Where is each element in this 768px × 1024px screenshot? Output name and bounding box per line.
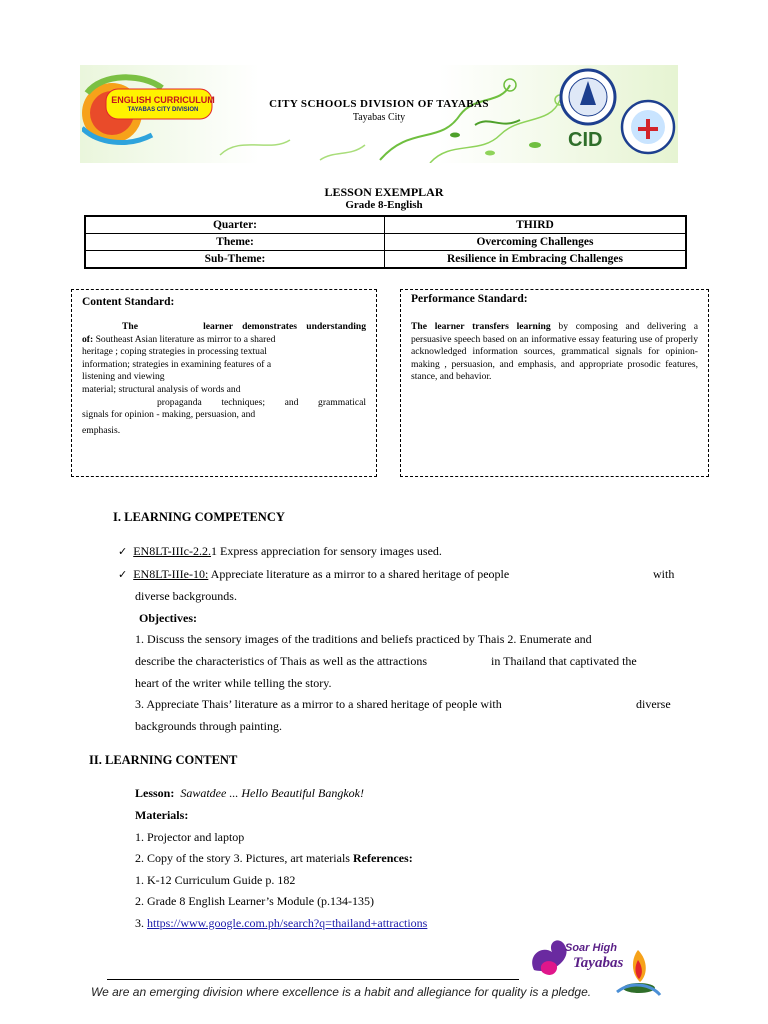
content-standard-line: propaganda techniques; and grammatical xyxy=(157,396,366,408)
learning-competency-heading: I. LEARNING COMPETENCY xyxy=(113,510,285,524)
reference-item: 3. https://www.google.com.ph/search?q=thailand+attractions xyxy=(135,916,428,930)
content-standard-line: listening and viewing xyxy=(82,371,165,383)
content-standard-heading: Content Standard: xyxy=(82,296,175,308)
objective-line: 1. Discuss the sensory images of the traditions and beliefs practiced by Thais 2. Enumerate and xyxy=(135,632,592,646)
objectives-heading: Objectives: xyxy=(139,611,197,625)
reference-link[interactable]: https://www.google.com.ph/search?q=thailand+attractions xyxy=(147,916,428,930)
table-value: Resilience in Embracing Challenges xyxy=(385,251,687,269)
learning-content-heading: II. LEARNING CONTENT xyxy=(89,753,238,767)
material-item: 2. Copy of the story 3. Pictures, art materials References: xyxy=(135,851,413,865)
competency-text-tail: with xyxy=(653,567,675,581)
competency-code: EN8LT-IIIc-2.2. xyxy=(133,544,211,558)
performance-standard-lead: The learner transfers learning xyxy=(411,321,551,332)
footer-divider xyxy=(107,979,519,980)
content-standard-line: heritage ; coping strategies in processing textual xyxy=(82,346,267,358)
reference-item: 1. K-12 Curriculum Guide p. 182 xyxy=(135,873,296,887)
checkmark-icon: ✓ xyxy=(118,545,128,558)
division-name: CITY SCHOOLS DIVISION OF TAYABAS xyxy=(269,98,489,110)
document-title: LESSON EXEMPLAR xyxy=(324,185,444,199)
tayabas-logo-text: Tayabas xyxy=(573,955,624,971)
competency-item xyxy=(118,567,509,582)
content-standard-lead: The learner demonstrates understanding xyxy=(122,321,366,332)
competency-code: EN8LT-IIIe-10: xyxy=(133,567,209,581)
soar-high-text: Soar High xyxy=(565,942,617,954)
header-banner xyxy=(80,65,678,163)
reference-item: 2. Grade 8 English Learner’s Module (p.134-135) xyxy=(135,894,375,908)
objective-line: 3. Appreciate Thais’ literature as a mirror to a shared heritage of people with xyxy=(135,697,502,711)
table-value: THIRD xyxy=(385,216,687,234)
objective-line: in Thailand that captivated the xyxy=(491,654,637,668)
content-standard-line: information; strategies in examining features of a xyxy=(82,358,272,370)
lesson-info-table xyxy=(84,215,687,269)
objective-line: backgrounds through painting. xyxy=(135,719,282,733)
content-standard-body: The learner demonstrates understanding of: Southeast Asian literature as mirror to a shared heritage ; coping strategies in processing textual information; strategies in examining features of a listening and viewing material; structural analysis of words and propaganda techniques; and grammatical signals for opinion - making, persuasion, and emphasis. xyxy=(82,321,366,436)
logo-left-line1: ENGLISH CURRICULUM xyxy=(111,95,215,105)
grade-subtitle: Grade 8-English xyxy=(345,199,423,211)
performance-standard-heading: Performance Standard: xyxy=(411,293,528,305)
competency-text: 1 Express appreciation for sensory images used. xyxy=(210,544,442,558)
objective-line: diverse xyxy=(636,697,671,711)
objective-line: describe the characteristics of Thais as well as the attractions xyxy=(135,654,427,668)
performance-standard-text: by composing and delivering a persuasive speech based on an informative essay featuring use of properly acknowledged information sources, grammatical signals for opinion-making , persuasion, and emphasis, and appropriate prosodic features, stance, and behavior. xyxy=(411,321,698,383)
content-standard-line: emphasis. xyxy=(82,424,121,436)
performance-standard-box xyxy=(400,289,709,477)
table-row xyxy=(85,251,686,269)
deped-seals-logo xyxy=(550,67,678,161)
table-row xyxy=(85,234,686,251)
content-standard-line: Southeast Asian literature as mirror to a shared xyxy=(95,333,276,345)
cid-logo-text: CID xyxy=(568,129,603,151)
lesson-title: Sawatdee ... Hello Beautiful Bangkok! xyxy=(180,786,364,800)
city-name: Tayabas City xyxy=(352,112,406,123)
lesson-label: Lesson: xyxy=(135,786,175,800)
content-standard-line: material; structural analysis of words and xyxy=(82,383,241,395)
competency-item xyxy=(118,544,442,559)
materials-heading: Materials: xyxy=(135,808,189,822)
content-standard-line: signals for opinion - making, persuasion, and xyxy=(82,409,256,421)
table-label: Theme: xyxy=(85,234,385,251)
references-heading: References: xyxy=(352,851,413,865)
content-standard-box xyxy=(71,289,377,477)
table-label: Quarter: xyxy=(85,216,385,234)
table-value: Overcoming Challenges xyxy=(385,234,687,251)
logo-left-line2: TAYABAS CITY DIVISION xyxy=(127,107,199,113)
footer-tagline: We are an emerging division where excellence is a habit and allegiance for quality is a pledge. xyxy=(91,985,592,999)
performance-standard-body xyxy=(411,321,698,384)
competency-text: Appreciate literature as a mirror to a shared heritage of people xyxy=(208,567,510,581)
material-item: 1. Projector and laptop xyxy=(135,830,245,844)
checkmark-icon: ✓ xyxy=(118,568,128,581)
table-label: Sub-Theme: xyxy=(85,251,385,269)
table-row xyxy=(85,216,686,234)
objective-line: heart of the writer while telling the story. xyxy=(135,676,332,690)
lesson-line xyxy=(135,786,364,801)
competency-text-cont: diverse backgrounds. xyxy=(135,589,237,603)
